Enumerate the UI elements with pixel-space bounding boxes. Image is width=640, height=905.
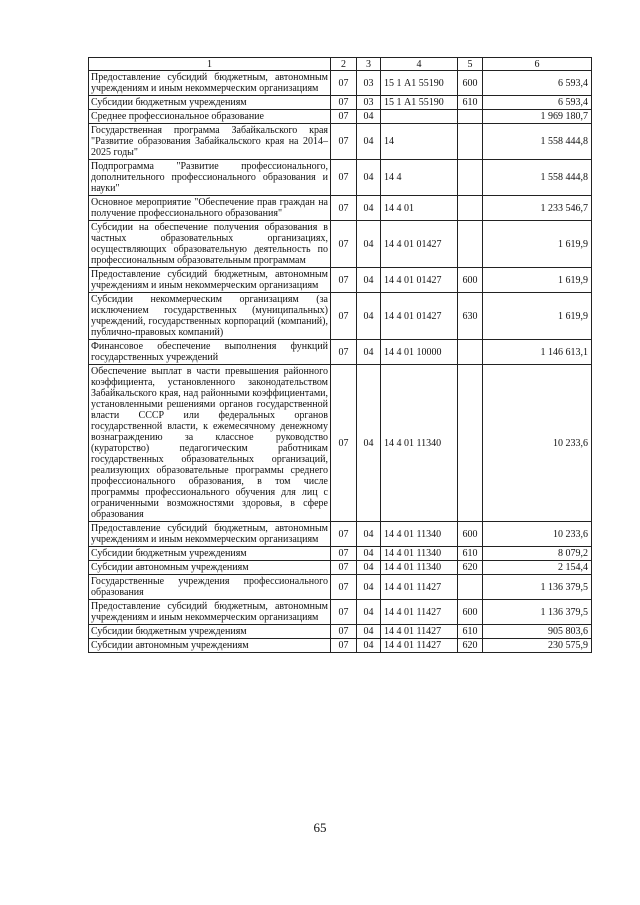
- section-code: 07: [331, 340, 357, 365]
- budget-table: [88, 57, 592, 653]
- column-header-2: 2: [331, 58, 357, 71]
- section-code: 07: [331, 293, 357, 340]
- subsection-code: 04: [357, 639, 381, 653]
- column-header-4: 4: [381, 58, 458, 71]
- amount: 6 593,4: [483, 96, 592, 110]
- section-code: 07: [331, 522, 357, 547]
- row-description: Субсидии бюджетным учреждениям: [89, 96, 331, 110]
- expense-type-code: 600: [458, 71, 483, 96]
- expense-type-code: 630: [458, 293, 483, 340]
- subsection-code: 04: [357, 293, 381, 340]
- table-row: [89, 124, 592, 160]
- expense-type-code: 610: [458, 625, 483, 639]
- section-code: 07: [331, 625, 357, 639]
- target-article-code: 14 4 01 10000: [381, 340, 458, 365]
- amount: 905 803,6: [483, 625, 592, 639]
- row-description: Обеспечение выплат в части превышения районного коэффициента, установленного законодательством Забайкальского края, над районными коэффициентами, установленными решениями органов государственной власти СССР или федеральных органов государственной власти, к ежемесячному денежному вознаграждению за классное руководство (кураторство) педагогическим работникам государственных образовательных организаций, реализующих образовательные программы среднего профессионального образования, в том числе программы профессионального обучения для лиц с ограниченными возможностями здоровья, в сфере образования: [89, 365, 331, 522]
- target-article-code: 14 4: [381, 160, 458, 196]
- subsection-code: 04: [357, 124, 381, 160]
- section-code: 07: [331, 160, 357, 196]
- expense-type-code: [458, 221, 483, 268]
- amount: 10 233,6: [483, 522, 592, 547]
- section-code: 07: [331, 365, 357, 522]
- target-article-code: 14 4 01 11340: [381, 522, 458, 547]
- subsection-code: 04: [357, 110, 381, 124]
- page-number: 65: [313, 820, 327, 835]
- table-row: [89, 625, 592, 639]
- table-row: [89, 522, 592, 547]
- expense-type-code: 610: [458, 547, 483, 561]
- table-row: [89, 639, 592, 653]
- section-code: 07: [331, 639, 357, 653]
- subsection-code: 04: [357, 221, 381, 268]
- expense-type-code: [458, 110, 483, 124]
- amount: 1 233 546,7: [483, 196, 592, 221]
- expense-type-code: 600: [458, 268, 483, 293]
- target-article-code: 14 4 01 11427: [381, 600, 458, 625]
- amount: 1 619,9: [483, 268, 592, 293]
- section-code: 07: [331, 110, 357, 124]
- section-code: 07: [331, 547, 357, 561]
- section-code: 07: [331, 575, 357, 600]
- amount: 1 969 180,7: [483, 110, 592, 124]
- subsection-code: 04: [357, 340, 381, 365]
- section-code: 07: [331, 221, 357, 268]
- table-row: [89, 71, 592, 96]
- table-row: [89, 110, 592, 124]
- expense-type-code: [458, 365, 483, 522]
- amount: 1 136 379,5: [483, 600, 592, 625]
- row-description: Предоставление субсидий бюджетным, автономным учреждениям и иным некоммерческим организациям: [89, 522, 331, 547]
- subsection-code: 04: [357, 268, 381, 293]
- subsection-code: 04: [357, 561, 381, 575]
- expense-type-code: 610: [458, 96, 483, 110]
- row-description: Субсидии бюджетным учреждениям: [89, 547, 331, 561]
- amount: 1 558 444,8: [483, 160, 592, 196]
- table-header-row: [89, 58, 592, 71]
- subsection-code: 03: [357, 96, 381, 110]
- expense-type-code: 620: [458, 639, 483, 653]
- row-description: Предоставление субсидий бюджетным, автономным учреждениям и иным некоммерческим организациям: [89, 71, 331, 96]
- amount: 1 146 613,1: [483, 340, 592, 365]
- expense-type-code: [458, 160, 483, 196]
- row-description: Субсидии на обеспечение получения образования в частных образовательных организациях, осуществляющих образовательную деятельность по профессиональным образовательным программам: [89, 221, 331, 268]
- subsection-code: 04: [357, 575, 381, 600]
- row-description: Государственные учреждения профессионального образования: [89, 575, 331, 600]
- expense-type-code: [458, 196, 483, 221]
- row-description: Государственная программа Забайкальского края "Развитие образования Забайкальского края на 2014–2025 годы": [89, 124, 331, 160]
- target-article-code: 14 4 01 11427: [381, 639, 458, 653]
- target-article-code: 14 4 01 01427: [381, 293, 458, 340]
- amount: 1 619,9: [483, 221, 592, 268]
- amount: 1 136 379,5: [483, 575, 592, 600]
- table-row: [89, 561, 592, 575]
- table-row: [89, 575, 592, 600]
- row-description: Предоставление субсидий бюджетным, автономным учреждениям и иным некоммерческим организациям: [89, 268, 331, 293]
- amount: 10 233,6: [483, 365, 592, 522]
- column-header-3: 3: [357, 58, 381, 71]
- expense-type-code: 600: [458, 600, 483, 625]
- target-article-code: 14: [381, 124, 458, 160]
- section-code: 07: [331, 600, 357, 625]
- target-article-code: 14 4 01 11427: [381, 575, 458, 600]
- column-header-1: 1: [89, 58, 331, 71]
- table-row: [89, 293, 592, 340]
- row-description: Субсидии автономным учреждениям: [89, 561, 331, 575]
- expense-type-code: [458, 340, 483, 365]
- subsection-code: 04: [357, 160, 381, 196]
- section-code: 07: [331, 124, 357, 160]
- table-row: [89, 365, 592, 522]
- target-article-code: 14 4 01: [381, 196, 458, 221]
- table-row: [89, 160, 592, 196]
- subsection-code: 03: [357, 71, 381, 96]
- row-description: Основное мероприятие "Обеспечение прав граждан на получение профессионального образования": [89, 196, 331, 221]
- expense-type-code: 620: [458, 561, 483, 575]
- subsection-code: 04: [357, 600, 381, 625]
- table-row: [89, 600, 592, 625]
- amount: 8 079,2: [483, 547, 592, 561]
- subsection-code: 04: [357, 522, 381, 547]
- table-row: [89, 547, 592, 561]
- section-code: 07: [331, 561, 357, 575]
- target-article-code: 14 4 01 11340: [381, 547, 458, 561]
- table-body: [89, 71, 592, 653]
- expense-type-code: 600: [458, 522, 483, 547]
- amount: 2 154,4: [483, 561, 592, 575]
- section-code: 07: [331, 96, 357, 110]
- table-row: [89, 221, 592, 268]
- table-row: [89, 268, 592, 293]
- target-article-code: 14 4 01 11427: [381, 625, 458, 639]
- target-article-code: 14 4 01 01427: [381, 221, 458, 268]
- subsection-code: 04: [357, 625, 381, 639]
- row-description: Среднее профессиональное образование: [89, 110, 331, 124]
- table-row: [89, 340, 592, 365]
- amount: 230 575,9: [483, 639, 592, 653]
- subsection-code: 04: [357, 365, 381, 522]
- column-header-5: 5: [458, 58, 483, 71]
- row-description: Субсидии некоммерческим организациям (за исключением государственных (муниципальных) учреждений, государственных корпораций (компаний), публично-правовых компаний): [89, 293, 331, 340]
- subsection-code: 04: [357, 196, 381, 221]
- amount: 6 593,4: [483, 71, 592, 96]
- target-article-code: 15 1 А1 55190: [381, 96, 458, 110]
- row-description: Финансовое обеспечение выполнения функций государственных учреждений: [89, 340, 331, 365]
- row-description: Подпрограмма "Развитие профессионального, дополнительного профессионального образования и науки": [89, 160, 331, 196]
- expense-type-code: [458, 575, 483, 600]
- target-article-code: 14 4 01 11340: [381, 561, 458, 575]
- section-code: 07: [331, 196, 357, 221]
- target-article-code: 15 1 А1 55190: [381, 71, 458, 96]
- row-description: Субсидии автономным учреждениям: [89, 639, 331, 653]
- section-code: 07: [331, 268, 357, 293]
- row-description: Субсидии бюджетным учреждениям: [89, 625, 331, 639]
- table-row: [89, 96, 592, 110]
- expense-type-code: [458, 124, 483, 160]
- table-row: [89, 196, 592, 221]
- subsection-code: 04: [357, 547, 381, 561]
- amount: 1 558 444,8: [483, 124, 592, 160]
- target-article-code: 14 4 01 01427: [381, 268, 458, 293]
- target-article-code: [381, 110, 458, 124]
- target-article-code: 14 4 01 11340: [381, 365, 458, 522]
- column-header-6: 6: [483, 58, 592, 71]
- section-code: 07: [331, 71, 357, 96]
- amount: 1 619,9: [483, 293, 592, 340]
- row-description: Предоставление субсидий бюджетным, автономным учреждениям и иным некоммерческим организациям: [89, 600, 331, 625]
